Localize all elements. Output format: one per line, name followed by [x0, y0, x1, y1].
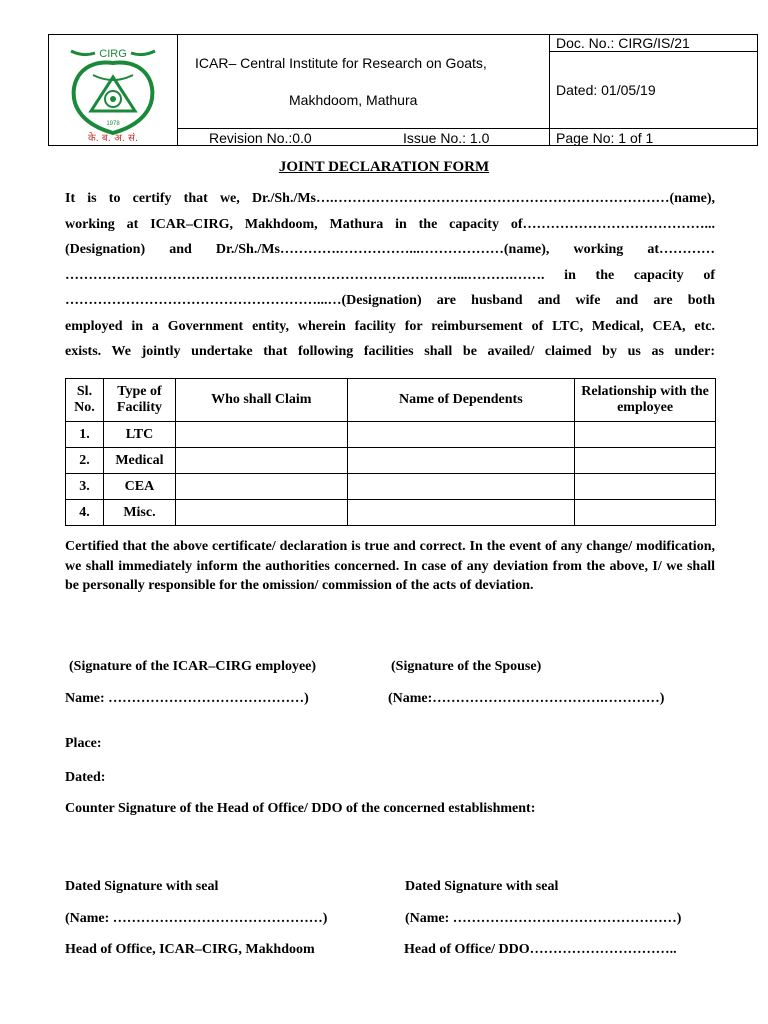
cell-facility: CEA	[103, 474, 175, 500]
header-type-of-facility: Type of Facility	[103, 379, 175, 422]
cell-relationship[interactable]	[575, 474, 716, 500]
place-field[interactable]: Place:	[65, 736, 102, 751]
institute-name: ICAR– Central Institute for Research on Goats,	[195, 55, 487, 71]
cirg-logo	[63, 41, 163, 143]
cell-relationship[interactable]	[575, 448, 716, 474]
header-sl-no: Sl. No.	[66, 379, 104, 422]
declaration-paragraph	[65, 186, 715, 365]
cell-facility: Misc.	[103, 500, 175, 526]
cirg-emblem-icon	[63, 41, 163, 143]
paragraph-line: working at ICAR–CIRG, Makhdoom, Mathura in the capacity of…………………………………...	[65, 216, 715, 232]
cell-dependents[interactable]	[347, 474, 575, 500]
cell-facility: LTC	[103, 422, 175, 448]
table-row	[66, 448, 716, 474]
cell-who-shall-claim[interactable]	[175, 422, 347, 448]
doc-dated: Dated: 01/05/19	[556, 82, 656, 98]
cell-who-shall-claim[interactable]	[175, 500, 347, 526]
employee-name-field[interactable]: Name: ……………………………………)	[65, 691, 309, 706]
paragraph-line: ………………………………………………...…(Designation) are husband and wife and are both	[65, 293, 715, 308]
issue-number: Issue No.: 1.0	[403, 130, 490, 146]
doc-number: Doc. No.: CIRG/IS/21	[556, 35, 690, 51]
logo-top-text: CIRG	[99, 48, 127, 60]
ddo-dated-signature-label: Dated Signature with seal	[405, 879, 559, 894]
hoo-dated-signature-label: Dated Signature with seal	[65, 879, 219, 894]
form-title: JOINT DECLARATION FORM	[278, 159, 490, 175]
cell-relationship[interactable]	[575, 422, 716, 448]
cell-who-shall-claim[interactable]	[175, 474, 347, 500]
cell-sl-no: 3.	[66, 474, 104, 500]
spouse-signature-label: (Signature of the Spouse)	[391, 659, 542, 674]
paragraph-line: It is to certify that we, Dr./Sh./Ms….………………………………………………………………(name),	[65, 191, 715, 206]
paragraph-line: employed in a Government entity, wherein facility for reimbursement of LTC, Medical, CEA, etc.	[65, 318, 715, 334]
paragraph-line: (Designation) and Dr./Sh./Ms………….……………...………………(name), working at…………	[65, 242, 715, 257]
logo-year: 1978	[106, 121, 120, 127]
cell-sl-no: 2.	[66, 448, 104, 474]
ddo-office-label: Head of Office/ DDO…………………………..	[404, 942, 677, 957]
page-number: Page No: 1 of 1	[556, 130, 654, 146]
cell-dependents[interactable]	[347, 500, 575, 526]
document-header	[48, 34, 758, 146]
cell-sl-no: 1.	[66, 422, 104, 448]
facilities-table	[65, 378, 716, 526]
cell-who-shall-claim[interactable]	[175, 448, 347, 474]
counter-signature-label: Counter Signature of the Head of Office/ DDO of the concerned establishment:	[65, 801, 536, 816]
cell-dependents[interactable]	[347, 448, 575, 474]
hoo-name-field[interactable]: (Name: ………………………………………)	[65, 911, 328, 926]
header-who-shall-claim: Who shall Claim	[175, 379, 347, 422]
employee-signature-label: (Signature of the ICAR–CIRG employee)	[69, 659, 317, 674]
revision-number: Revision No.:0.0	[209, 130, 312, 146]
dated-field[interactable]: Dated:	[65, 770, 106, 785]
hoo-office-label: Head of Office, ICAR–CIRG, Makhdoom	[65, 942, 315, 957]
table-row	[66, 500, 716, 526]
table-row	[66, 474, 716, 500]
header-relationship: Relationship with the employee	[575, 379, 716, 422]
ddo-name-field[interactable]: (Name: …………………………………………)	[405, 911, 682, 926]
table-row	[66, 422, 716, 448]
institute-location: Makhdoom, Mathura	[289, 92, 418, 108]
logo-bottom-text: के. ब. अ. सं.	[87, 133, 139, 143]
cell-sl-no: 4.	[66, 500, 104, 526]
paragraph-line: …………………………………………………………………………...……….……. in the capacity of	[65, 267, 715, 283]
header-name-of-dependents: Name of Dependents	[347, 379, 575, 422]
certification-paragraph: Certified that the above certificate/ declaration is true and correct. In the event of any change/ modification, we shall immediately inform the authorities concerned. In case of any deviation from the above, I/ we shall be personally responsible for the omission/ commission of the acts of deviation.	[65, 539, 715, 593]
cell-dependents[interactable]	[347, 422, 575, 448]
cell-facility: Medical	[103, 448, 175, 474]
paragraph-line: exists. We jointly undertake that following facilities shall be availed/ claimed by us as under:	[65, 344, 715, 359]
spouse-name-field[interactable]: (Name:……………………………….…………)	[388, 691, 665, 706]
cell-relationship[interactable]	[575, 500, 716, 526]
table-header-row	[66, 379, 716, 422]
